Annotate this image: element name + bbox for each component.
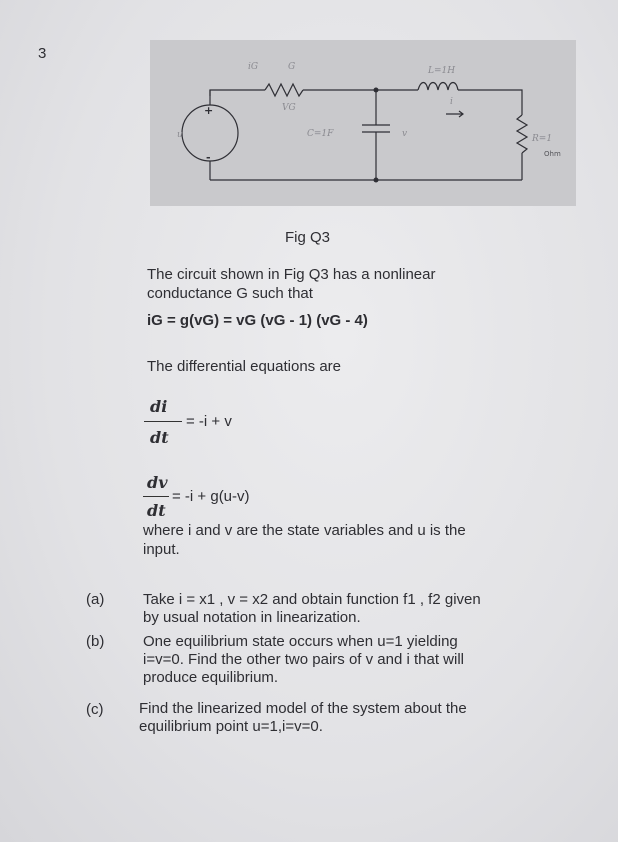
eq2-fraction-line — [143, 496, 169, 497]
label-i: i — [450, 97, 453, 107]
part-b-line-3: produce equilibrium. — [143, 669, 279, 686]
body-line-2: conductance G such that — [147, 285, 313, 302]
eq2-numerator: dv — [147, 473, 168, 492]
part-b-label: (b) — [86, 633, 105, 650]
part-b-line-2: i=v=0. Find the other two pairs of v and i that will — [143, 651, 464, 668]
label-c: C=1F — [307, 129, 334, 139]
label-minus: - — [206, 151, 211, 164]
part-c-label: (c) — [86, 701, 104, 718]
eq2-rhs: = -i + g(u-v) — [172, 488, 250, 505]
label-plus: + — [204, 104, 214, 117]
label-v: v — [402, 129, 408, 139]
question-number: 3 — [38, 45, 47, 62]
label-g: G — [288, 62, 296, 72]
label-ohm: Ohm — [544, 150, 561, 158]
part-c-line-2: equilibrium point u=1,i=v=0. — [139, 718, 323, 735]
where-line-2: input. — [143, 541, 180, 558]
circuit-diagram — [150, 40, 576, 206]
part-a-line-2: by usual notation in linearization. — [143, 609, 361, 626]
part-b-line-1: One equilibrium state occurs when u=1 yielding — [143, 633, 458, 650]
where-line-1: where i and v are the state variables and u is the — [143, 522, 466, 539]
eq2-denominator: dt — [147, 501, 166, 520]
label-u: u — [177, 130, 183, 140]
label-r: R=1 — [532, 134, 553, 144]
diff-intro: The differential equations are — [147, 358, 342, 375]
label-ig: iG — [248, 62, 259, 72]
label-l: L=1H — [428, 66, 456, 76]
label-vg: VG — [282, 103, 296, 113]
body-line-1: The circuit shown in Fig Q3 has a nonlinear — [147, 266, 436, 283]
part-a-label: (a) — [86, 591, 105, 608]
eq1-fraction-line — [144, 421, 182, 422]
circuit-figure — [150, 40, 576, 206]
part-c-line-1: Find the linearized model of the system about the — [139, 700, 467, 717]
part-a-line-1: Take i = x1 , v = x2 and obtain function f1 , f2 given — [143, 591, 481, 608]
figure-caption: Fig Q3 — [285, 229, 331, 246]
eq1-numerator: di — [150, 397, 168, 416]
conductance-equation: iG = g(vG) = vG (vG - 1) (vG - 4) — [147, 312, 368, 329]
eq1-denominator: dt — [150, 428, 169, 447]
eq1-rhs: = -i + v — [186, 413, 232, 430]
